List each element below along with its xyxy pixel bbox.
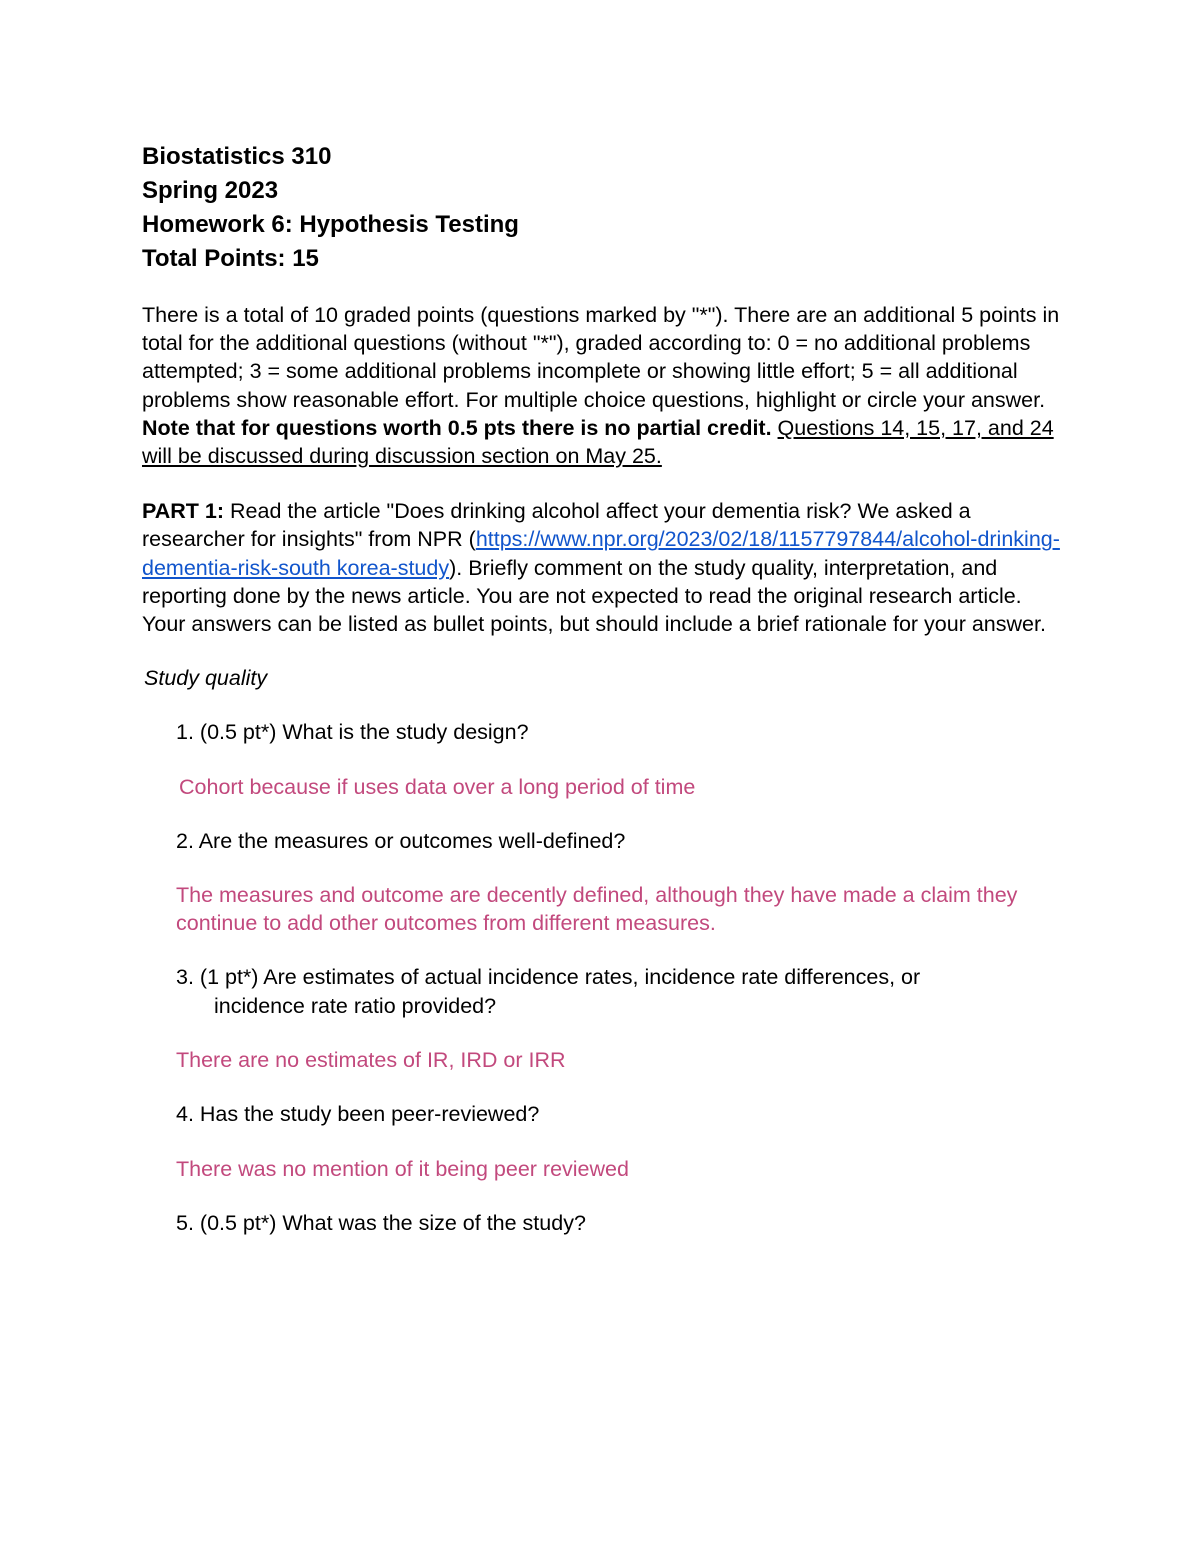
question-4: 4. Has the study been peer-reviewed?	[176, 1102, 540, 1127]
question-5: 5. (0.5 pt*) What was the size of the study?	[176, 1210, 586, 1235]
part1-paragraph	[142, 497, 1062, 638]
part1-text-continued: ). Briefly comment on the study quality, interpretation, and reporting done by the news article. You are not expected to read the original research article. Your answers can be listed as bullet points, but should include a brief rationale for your answer.	[142, 555, 1046, 637]
answer-3: There are no estimates of IR, IRD or IRR	[176, 1048, 566, 1073]
article-link[interactable]: https://www.npr.org/2023/02/18/1157797844/alcohol-drinking-dementia-risk-south korea-study	[142, 527, 1060, 580]
answer-4: There was no mention of it being peer reviewed	[176, 1156, 629, 1181]
course-title: Biostatistics 310	[142, 143, 332, 170]
question-1: 1. (0.5 pt*) What is the study design?	[176, 720, 529, 745]
question-3	[176, 963, 1062, 1020]
term: Spring 2023	[142, 177, 279, 204]
question-2: 2. Are the measures or outcomes well-defined?	[176, 828, 626, 853]
part1-label: PART 1:	[142, 499, 225, 524]
instructions-text: There is a total of 10 graded points (questions marked by "*"). There are an additional 5 points in total for the additional questions (without "*"), graded according to: 0 = no additional problems attempted; 3 = some additional problems incomplete or showing little effort; 5 = all additional problems show reasonable effort. For multiple choice questions, highlight or circle your answer.	[142, 303, 1060, 412]
total-points: Total Points: 15	[142, 245, 319, 272]
document-content	[142, 140, 1062, 1237]
section-heading: Study quality	[144, 666, 268, 691]
question-3-text: 3. (1 pt*) Are estimates of actual incidence rates, incidence rate differences, or	[176, 965, 921, 990]
assignment-title: Homework 6: Hypothesis Testing	[142, 211, 519, 238]
answer-1: Cohort because if uses data over a long period of time	[179, 774, 696, 799]
discussion-note: Questions 14, 15, 17, and 24 will be discussed during discussion section on May 25.	[142, 415, 1054, 469]
instructions-paragraph	[142, 301, 1062, 470]
answer-2: The measures and outcome are decently defined, although they have made a claim they continue to add other outcomes from different measures.	[176, 883, 1018, 936]
question-3-continued: incidence rate ratio provided?	[214, 993, 497, 1018]
part1-text: Read the article "Does drinking alcohol affect your dementia risk? We asked a researcher for insights" from NPR (	[142, 499, 971, 552]
partial-credit-note: Note that for questions worth 0.5 pts there is no partial credit.	[142, 415, 772, 440]
